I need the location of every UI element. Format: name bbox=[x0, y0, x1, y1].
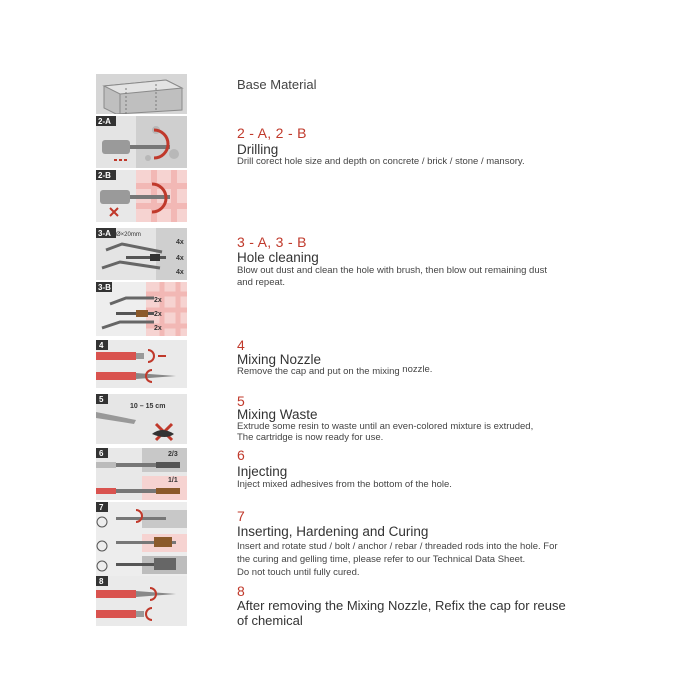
step-4-description-b: nozzle. bbox=[402, 364, 433, 375]
count-2x-3: 2x bbox=[154, 325, 162, 332]
count-4x-1: 4x bbox=[176, 239, 184, 246]
step-2-title: Drilling bbox=[237, 142, 279, 157]
step-7-description-line1: Insert and rotate stud / bolt / anchor / rebar / threaded rods into the hole. For bbox=[237, 541, 558, 552]
label-3a-dimension: Ø×20mm bbox=[116, 232, 141, 238]
count-2x-1: 2x bbox=[154, 297, 162, 304]
drilling-2b-image bbox=[96, 170, 187, 222]
label-2b: 2-B bbox=[98, 171, 111, 180]
step-3-title: Hole cleaning bbox=[237, 250, 319, 265]
fraction-2-3: 2/3 bbox=[168, 451, 178, 458]
label-3a: 3-A bbox=[98, 229, 111, 238]
label-8: 8 bbox=[99, 577, 104, 586]
step-4-number: 4 bbox=[237, 337, 246, 353]
injecting-image bbox=[96, 448, 187, 500]
cleaning-3a-image bbox=[96, 228, 187, 280]
step-5-description-line2: The cartridge is now ready for use. bbox=[237, 432, 384, 443]
step-8-title-line2: of chemical bbox=[237, 613, 303, 625]
step-8-title-line1: After removing the Mixing Nozzle, Refix the cap for reuse bbox=[237, 598, 566, 613]
count-2x-2: 2x bbox=[154, 311, 162, 318]
step-5-number: 5 bbox=[237, 393, 246, 409]
step-7-number: 7 bbox=[237, 508, 246, 524]
step-3-number: 3 - A, 3 - B bbox=[237, 234, 307, 250]
step-3-description-line2: and repeat. bbox=[237, 277, 286, 288]
step-6-number: 6 bbox=[237, 447, 246, 463]
step-2-number: 2 - A, 2 - B bbox=[237, 125, 307, 141]
step-7-title: Inserting, Hardening and Curing bbox=[237, 524, 429, 539]
step-5-description-line1: Extrude some resin to waste until an even-colored mixture is extruded, bbox=[237, 421, 534, 432]
inserting-curing-image bbox=[96, 502, 187, 576]
label-distance: 10 – 15 cm bbox=[130, 403, 166, 410]
drilling-2a-image bbox=[96, 116, 187, 168]
mixing-waste-image bbox=[96, 394, 187, 444]
step-6-title: Injecting bbox=[237, 464, 288, 479]
base-material-title: Base Material bbox=[237, 77, 317, 92]
step-8-number: 8 bbox=[237, 583, 246, 599]
step-6-description: Inject mixed adhesives from the bottom of the hole. bbox=[237, 479, 452, 490]
step-7-description-line3: Do not touch until fully cured. bbox=[237, 567, 360, 578]
count-4x-2: 4x bbox=[176, 255, 184, 262]
label-6: 6 bbox=[99, 449, 104, 458]
step-8-title bbox=[237, 598, 597, 625]
step-4-description bbox=[237, 366, 577, 379]
step-4-title: Mixing Nozzle bbox=[237, 352, 322, 367]
step-3-description-line1: Blow out dust and clean the hole with brush, then blow out remaining dust bbox=[237, 265, 547, 276]
label-5: 5 bbox=[99, 395, 104, 404]
base-material-image bbox=[96, 74, 187, 114]
fraction-1-1: 1/1 bbox=[168, 477, 178, 484]
label-2a: 2-A bbox=[98, 117, 111, 126]
count-4x-3: 4x bbox=[176, 269, 184, 276]
step-4-description-a: Remove the cap and put on the mixing bbox=[237, 366, 403, 377]
label-4: 4 bbox=[99, 341, 104, 350]
label-3b: 3-B bbox=[98, 283, 111, 292]
refix-cap-image bbox=[96, 576, 187, 626]
cleaning-3b-image bbox=[96, 282, 187, 336]
step-5-title: Mixing Waste bbox=[237, 407, 318, 422]
label-7: 7 bbox=[99, 503, 104, 512]
mixing-nozzle-image bbox=[96, 340, 187, 388]
step-7-description-line2: the curing and gelling time, please refer to our Technical Data Sheet. bbox=[237, 554, 526, 565]
step-2-description: Drill corect hole size and depth on concrete / brick / stone / mansory. bbox=[237, 156, 525, 167]
